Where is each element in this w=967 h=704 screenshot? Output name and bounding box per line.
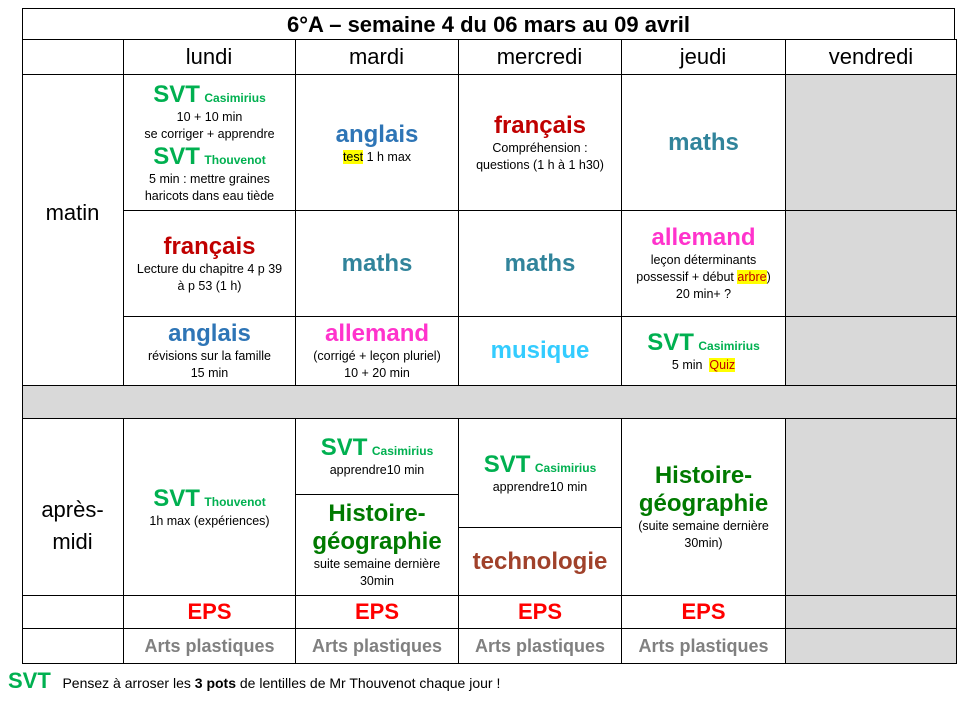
subject-maths: maths (504, 249, 576, 277)
page-title: 6°A – semaine 4 du 06 mars au 09 avril (22, 8, 955, 40)
cell-lundi-m3 (124, 317, 295, 385)
teacher-name: Casimirius (371, 444, 434, 458)
day-mardi: mardi (348, 44, 404, 69)
subject-svt: SVT (153, 81, 200, 108)
note: apprendre10 min (329, 463, 425, 477)
cell-jeudi-m2 (622, 211, 785, 316)
footer-svt: SVT (8, 668, 51, 693)
highlight-quiz: Quiz (709, 357, 736, 372)
cell-mercredi-pm-a (459, 419, 621, 527)
subject-svt: SVT (320, 434, 368, 461)
cell-mardi-pm-b (296, 495, 458, 595)
subject-musique: musique (490, 337, 590, 364)
cell-mardi-m3 (296, 317, 458, 385)
note: 30min (359, 574, 395, 588)
arts-jeudi: Arts plastiques (638, 636, 769, 656)
note: suite semaine dernière (313, 557, 441, 571)
cell-jeudi-pm (622, 419, 785, 595)
subject-technologie: technologie (472, 547, 608, 575)
note: Compréhension : (492, 141, 588, 155)
subject-anglais: anglais (335, 120, 419, 148)
cell-mercredi-m3 (459, 317, 621, 385)
note: révisions sur la famille (148, 349, 271, 363)
arts-mardi: Arts plastiques (311, 636, 443, 656)
note: 1 h max (363, 149, 412, 164)
note: leçon déterminants (650, 253, 757, 267)
day-mercredi: mercredi (496, 44, 583, 69)
subject-svt: SVT (483, 450, 531, 478)
highlight-test: test (342, 149, 364, 164)
note: 5 min (671, 357, 710, 372)
note: 10 + 20 min (344, 366, 410, 380)
cell-jeudi-m1 (622, 76, 785, 210)
teacher-name: Casimirius (534, 460, 597, 475)
subject-allemand: allemand (651, 224, 756, 251)
note: (suite semaine dernière (638, 519, 769, 533)
teacher-name: Thouvenot (204, 153, 266, 167)
note: 5 min : mettre graines (149, 172, 270, 186)
cell-mardi-m1 (296, 76, 458, 210)
teacher-name: Casimirius (204, 91, 266, 105)
arts-lundi: Arts plastiques (144, 636, 275, 656)
footer-note (8, 668, 500, 694)
subject-histoire-geo: Histoire- (328, 500, 426, 527)
note: à p 53 (1 h) (177, 278, 242, 293)
subject-svt: SVT (153, 143, 200, 170)
note: ) (766, 270, 771, 284)
period-matin: matin (45, 200, 100, 225)
cell-mardi-m2 (296, 211, 458, 316)
subject-svt: SVT (153, 484, 200, 512)
period-apres-line2: midi (52, 529, 93, 554)
footer-text-a: Pensez à arroser les (62, 675, 195, 691)
cell-lundi-m1 (124, 76, 295, 210)
cell-mardi-pm-a (296, 419, 458, 494)
note: apprendre10 min (492, 479, 588, 494)
cell-lundi-pm (124, 419, 295, 595)
day-jeudi: jeudi (679, 44, 727, 69)
cell-mercredi-m2 (459, 211, 621, 316)
subject-anglais: anglais (168, 320, 251, 347)
subject-allemand: allemand (324, 320, 430, 347)
note: 1h max (expériences) (149, 513, 270, 528)
teacher-name: Thouvenot (204, 494, 266, 509)
footer-text-bold: 3 pots (194, 675, 236, 691)
arts-mercredi: Arts plastiques (474, 636, 606, 656)
subject-maths: maths (341, 249, 413, 277)
cell-mercredi-m1 (459, 76, 621, 210)
note: possessif + début (636, 270, 738, 284)
note: 20 min+ ? (675, 287, 732, 301)
teacher-name: Casimirius (698, 338, 760, 353)
subject-maths: maths (668, 129, 739, 156)
cell-lundi-m2 (124, 211, 295, 316)
eps-lundi: EPS (187, 599, 232, 624)
cell-mercredi-pm-b (459, 528, 621, 595)
day-vendredi: vendredi (828, 44, 914, 69)
note: 10 + 10 min (176, 110, 243, 124)
period-apres (22, 494, 123, 558)
note: se corriger + apprendre (144, 127, 275, 141)
col-line-5 (785, 39, 786, 386)
subject-histoire-geo: Histoire- (654, 462, 753, 489)
note: 30min) (684, 536, 723, 550)
note: Lecture du chapitre 4 p 39 (136, 261, 283, 276)
day-lundi: lundi (185, 44, 233, 69)
note: haricots dans eau tiède (144, 189, 275, 203)
subject-histoire-geo: géographie (638, 490, 769, 517)
subject-francais: français (163, 232, 256, 260)
subject-svt: SVT (647, 328, 694, 356)
note: (corrigé + leçon pluriel) (313, 349, 441, 363)
note: questions (1 h à 1 h30) (476, 158, 604, 172)
footer-text-b: de lentilles de Mr Thouvenot chaque jour ! (236, 675, 501, 691)
eps-jeudi: EPS (681, 599, 726, 624)
eps-mercredi: EPS (517, 599, 563, 624)
subject-histoire-geo: géographie (312, 528, 442, 555)
highlight-arbre: arbre (737, 270, 767, 284)
period-apres-line1: après- (41, 497, 104, 522)
eps-mardi: EPS (354, 599, 400, 624)
subject-francais: français (493, 112, 587, 139)
note: 15 min (190, 366, 229, 380)
cell-jeudi-m3 (622, 317, 785, 385)
